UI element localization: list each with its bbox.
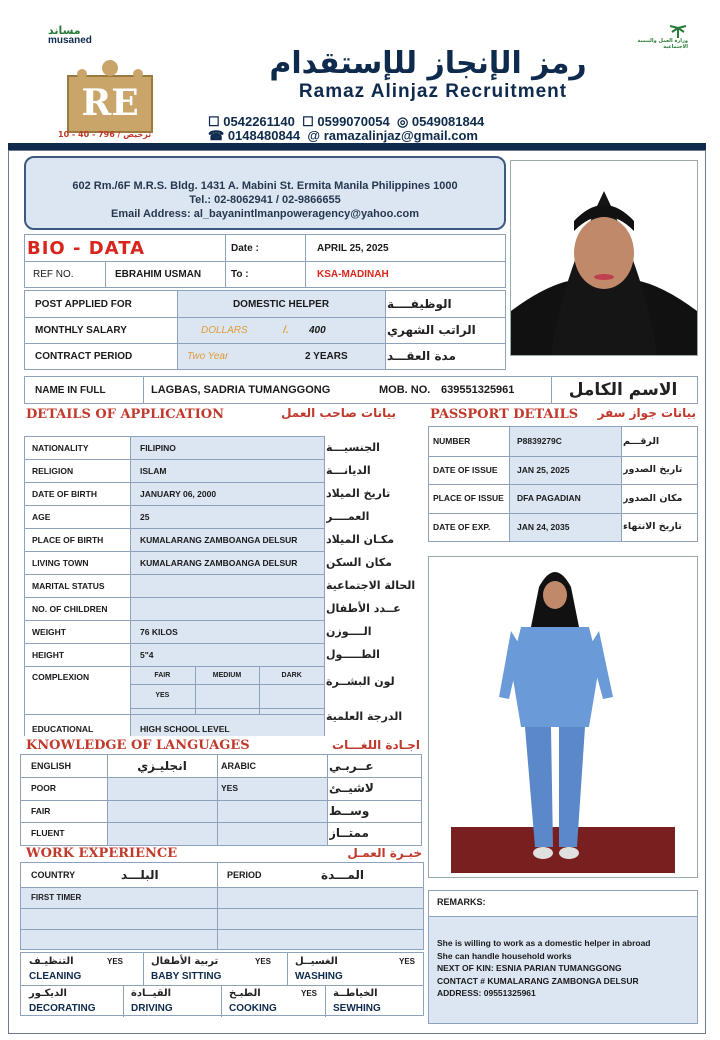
- detail-label-ar: الجنسيـــة: [326, 441, 380, 454]
- detail-label: WEIGHT: [32, 626, 66, 637]
- grid-line: [24, 459, 324, 460]
- grid-line: [130, 708, 324, 709]
- grid-line: [24, 620, 324, 621]
- complexion-mark: YES: [155, 691, 170, 699]
- skill-value: YES: [300, 989, 317, 998]
- phone-2: 0599070054: [317, 114, 390, 129]
- lang-arabic-label: ARABIC: [221, 761, 256, 771]
- company-logo: [60, 54, 160, 134]
- complexion-label: COMPLEXION: [32, 672, 90, 682]
- detail-label-ar: الديانـــة: [326, 464, 371, 477]
- work-country-ar: البلـــد: [121, 868, 159, 882]
- complexion-option: FAIR: [154, 671, 171, 679]
- to-label: To :: [231, 269, 249, 280]
- passport-value: JAN 25, 2025: [517, 464, 570, 475]
- languages-table: [20, 754, 422, 846]
- skill-label-ar: الديكـور: [29, 988, 67, 999]
- language-level-label: POOR: [31, 783, 57, 794]
- portrait-photo: [511, 161, 697, 355]
- ref-label: REF NO.: [33, 269, 74, 280]
- biodata-title: BIO - DATA: [27, 237, 146, 259]
- grid-line: [325, 985, 326, 1017]
- grid-line: [21, 800, 421, 801]
- remarks-title: REMARKS:: [437, 897, 486, 907]
- details-table: [24, 436, 422, 736]
- letterhead: [8, 16, 706, 150]
- header-email: ramazalinjaz@gmail.com: [323, 128, 478, 143]
- language-arabic-value: [221, 800, 321, 823]
- detail-label: AGE: [32, 511, 51, 522]
- passport-label: DATE OF ISSUE: [433, 464, 498, 475]
- remarks-line: NEXT OF KIN: ESNIA PARIAN TUMANGGONG: [437, 963, 622, 973]
- language-level-ar: ممتــاز: [329, 826, 369, 841]
- work-table: [20, 862, 424, 950]
- salary-value: 400: [309, 324, 326, 336]
- title-english: Ramaz Alinjaz Recruitment: [298, 81, 568, 102]
- skill-label: COOKING: [229, 1003, 277, 1014]
- lang-english-ar: انجليـزي: [137, 759, 187, 773]
- skill-value: YES: [398, 957, 415, 966]
- grid-line: [287, 953, 288, 985]
- remarks-line: She is willing to work as a domestic helper in abroad: [437, 938, 651, 948]
- detail-value: JANUARY 06, 2000: [140, 488, 217, 499]
- detail-label-ar: مكـان الميلاد: [326, 533, 395, 546]
- post-label: POST APPLIED FOR: [35, 298, 132, 310]
- skill-label: SEWHING: [333, 1003, 381, 1014]
- skill-label-ar: التنظيـف: [29, 956, 74, 967]
- language-english-value: [113, 777, 213, 800]
- language-level-label: FAIR: [31, 805, 51, 816]
- name-value: LAGBAS, SADRIA TUMANGGONG: [151, 384, 331, 396]
- detail-label-ar: الطـــــول: [326, 648, 380, 661]
- complexion-option: DARK: [281, 671, 302, 679]
- detail-label: HEIGHT: [32, 649, 65, 660]
- grid-line: [24, 528, 324, 529]
- portrait-photo-frame: [510, 160, 698, 356]
- skill-label: WASHING: [295, 971, 343, 982]
- fax-number: 0148480844: [227, 128, 301, 143]
- complexion-label-ar: لون البشــرة: [326, 674, 395, 688]
- languages-title-ar: اجـادة اللغـــات: [332, 738, 420, 752]
- skill-label: BABY SITTING: [151, 971, 222, 982]
- grid-line: [24, 574, 324, 575]
- skill-label-ar: تربية الأطفال: [151, 956, 219, 967]
- remarks-lines: [437, 937, 697, 1000]
- grid-line: [24, 597, 324, 598]
- detail-value: FILIPINO: [140, 442, 176, 453]
- passport-label: DATE OF EXP.: [433, 521, 491, 532]
- date-label: Date :: [231, 242, 259, 254]
- detail-label-ar: العمــــر: [326, 510, 370, 523]
- detail-value: 5"4: [140, 649, 154, 660]
- grid-line: [130, 684, 324, 685]
- passport-label: NUMBER: [433, 436, 471, 447]
- skill-label-ar: الطبـخ: [229, 988, 261, 999]
- ministry-text: وزارة العمل والتنمية الاجتماعية: [637, 38, 688, 50]
- grid-line: [429, 484, 697, 485]
- skill-cell: [325, 985, 423, 1017]
- skill-label: CLEANING: [29, 971, 82, 982]
- work-title: WORK EXPERIENCE: [26, 846, 178, 861]
- grid-line: [324, 436, 325, 736]
- fax-icon: ☎: [208, 128, 225, 143]
- skill-cell: [221, 985, 325, 1017]
- grid-line: [509, 427, 510, 541]
- remarks-line: CONTACT # KUMALARANG ZAMBONGA DELSUR: [437, 975, 639, 986]
- salary-separator: /.: [283, 324, 289, 336]
- details-title: DETAILS OF APPLICATION: [26, 407, 224, 422]
- agency-box: [24, 156, 506, 230]
- grid-line: [24, 505, 324, 506]
- work-row-3: [31, 929, 211, 950]
- skill-label: DECORATING: [29, 1003, 96, 1014]
- detail-label-ar: الحالة الاجتماعية: [326, 579, 416, 592]
- whatsapp-icon: ◎: [396, 114, 409, 129]
- detail-label: MARITAL STATUS: [32, 580, 105, 591]
- grid-line: [195, 666, 196, 714]
- skills-table: [20, 952, 424, 1016]
- language-english-value: [113, 800, 213, 823]
- language-arabic-value: [221, 822, 321, 845]
- language-level-label: FLUENT: [31, 828, 65, 839]
- contract-label-ar: مدة العقـــد: [387, 349, 456, 363]
- detail-label: DATE OF BIRTH: [32, 488, 98, 499]
- name-row: [24, 376, 698, 404]
- musaned-logo-ar: مساند: [48, 24, 81, 37]
- post-table: [24, 290, 506, 370]
- grid-line: [24, 551, 324, 552]
- passport-value: DFA PAGADIAN: [517, 493, 581, 504]
- passport-table: [428, 426, 698, 542]
- skill-label-ar: القيــادة: [131, 988, 172, 999]
- education-label: EDUCATIONAL: [32, 724, 94, 734]
- grid-line: [621, 427, 622, 541]
- detail-label: RELIGION: [32, 465, 74, 476]
- language-level-ar: وســط: [329, 803, 370, 818]
- grid-line: [123, 985, 124, 1017]
- grid-line: [24, 436, 25, 736]
- grid-line: [429, 456, 697, 457]
- work-title-ar: خبـرة العمـل: [347, 846, 422, 860]
- grid-line: [143, 953, 144, 985]
- musaned-logo-en: musaned: [48, 35, 92, 46]
- musaned-logo: [48, 24, 128, 48]
- education-label-ar: الدرجة العلمية: [326, 709, 403, 723]
- passport-title-ar: بيانات جواز سفر: [597, 406, 696, 420]
- education-value: HIGH SCHOOL LEVEL: [140, 724, 230, 734]
- logo-letters: RE: [81, 82, 139, 124]
- lang-arabic-ar: عــربـي: [329, 759, 374, 773]
- detail-label: LIVING TOWN: [32, 557, 89, 568]
- detail-label: NATIONALITY: [32, 442, 89, 453]
- passport-label-ar: تاريخ الصدور: [623, 464, 683, 476]
- post-value: DOMESTIC HELPER: [232, 298, 330, 310]
- palm-icon: [668, 24, 688, 38]
- passport-label: PLACE OF ISSUE: [433, 493, 504, 504]
- passport-title: PASSPORT DETAILS: [430, 407, 579, 422]
- skill-value: YES: [254, 957, 271, 966]
- skill-cell: [287, 953, 423, 985]
- passport-label-ar: مكان الصدور: [623, 492, 683, 504]
- mob-value: 639551325961: [441, 384, 515, 396]
- grid-line: [429, 513, 697, 514]
- salary-label: MONTHLY SALARY: [35, 324, 127, 336]
- detail-label-ar: مكان السكن: [326, 556, 392, 569]
- detail-value: [140, 574, 324, 597]
- detail-label: PLACE OF BIRTH: [32, 534, 104, 545]
- passport-label-ar: تاريخ الانتهاء: [623, 521, 682, 533]
- post-label-ar: الوظيفــــة: [387, 297, 452, 311]
- name-label: NAME IN FULL: [35, 384, 106, 396]
- full-body-photo-frame: [428, 556, 698, 878]
- phone-icon-2: ☐: [302, 114, 314, 129]
- detail-value: 25: [140, 511, 150, 522]
- skill-value: YES: [106, 957, 123, 966]
- biodata-table: [24, 234, 506, 288]
- detail-value: [140, 597, 324, 620]
- skill-label-ar: الخياطــة: [333, 988, 378, 999]
- contact-line-2: [208, 128, 668, 144]
- agency-tel: Tel.: 02-8062941 / 02-9866655: [189, 194, 341, 206]
- language-arabic-value: YES: [221, 783, 239, 794]
- languages-title: KNOWLEDGE OF LANGUAGES: [26, 738, 250, 753]
- skill-cell: [123, 985, 221, 1017]
- remarks-line: ADDRESS: 09551325961: [437, 988, 536, 998]
- skill-cell: [143, 953, 279, 985]
- grid-line: [130, 436, 131, 736]
- detail-value: 76 KILOS: [140, 626, 178, 637]
- skill-label-ar: الغسيــل: [295, 956, 338, 967]
- work-period-label: PERIOD: [227, 870, 262, 880]
- grid-line: [24, 436, 324, 437]
- salary-label-ar: الراتب الشهري: [387, 323, 476, 337]
- lang-english-label: ENGLISH: [31, 761, 72, 771]
- work-row-2: [31, 908, 211, 929]
- ref-value: EBRAHIM USMAN: [115, 269, 202, 280]
- full-body-photo: [429, 557, 697, 877]
- language-level-ar: لاشيــئ: [329, 781, 374, 796]
- work-period-ar: المـــدة: [321, 868, 364, 882]
- skill-cell: [21, 953, 131, 985]
- work-country-label: COUNTRY: [31, 870, 76, 880]
- grid-line: [24, 482, 324, 483]
- detail-label: NO. OF CHILDREN: [32, 603, 108, 614]
- remarks-box: [428, 890, 698, 1024]
- work-row-1: FIRST TIMER: [31, 893, 82, 902]
- phone-3: 0549081844: [411, 114, 485, 129]
- passport-label-ar: الرقـــم: [623, 435, 660, 447]
- agency-email: Email Address: al_bayanintlmanpoweragency@yahoo.com: [110, 208, 420, 220]
- detail-label-ar: تاريخ الميلاد: [326, 487, 391, 500]
- grid-line: [21, 822, 421, 823]
- name-label-ar: الاسم الكامل: [568, 380, 678, 400]
- detail-value: ISLAM: [140, 465, 167, 476]
- contract-value: 2 YEARS: [305, 350, 348, 362]
- detail-label-ar: عــدد الأطفال: [326, 602, 401, 615]
- phone-1: 0542261140: [223, 114, 295, 129]
- agency-address: 602 Rm./6F M.R.S. Bldg. 1431 A. Mabini St. Ermita Manila Philippines 1000: [72, 180, 458, 192]
- contract-hint: Two Year: [187, 350, 229, 362]
- phone-icon: ☐: [208, 114, 220, 129]
- skill-label: DRIVING: [131, 1003, 173, 1014]
- remarks-line: She can handle household works: [437, 950, 572, 961]
- mob-label: MOB. NO.: [379, 384, 431, 396]
- to-value: KSA-MADINAH: [317, 269, 389, 280]
- detail-label-ar: الــــوزن: [326, 625, 372, 638]
- details-title-ar: بيانات صاحب العمل: [281, 406, 396, 420]
- skill-cell: [21, 985, 121, 1017]
- detail-value: KUMALARANG ZAMBOANGA DELSUR: [140, 557, 298, 568]
- title-arabic: رمز الإنجاز للإستقدام: [269, 46, 587, 81]
- license-text: ترخيص / 796 - 40 - 10: [58, 130, 152, 139]
- date-value: APRIL 25, 2025: [317, 242, 389, 254]
- passport-value: JAN 24, 2035: [517, 521, 570, 532]
- grid-line: [259, 666, 260, 714]
- email-icon: @: [307, 128, 321, 143]
- grid-line: [221, 985, 222, 1017]
- complexion-option: MEDIUM: [212, 671, 242, 679]
- language-english-value: [113, 822, 213, 845]
- detail-value: KUMALARANG ZAMBOANGA DELSUR: [140, 534, 298, 545]
- contract-label: CONTRACT PERIOD: [35, 350, 133, 362]
- grid-line: [24, 643, 324, 644]
- salary-currency: DOLLARS: [201, 324, 248, 336]
- passport-value: P8839279C: [517, 436, 562, 447]
